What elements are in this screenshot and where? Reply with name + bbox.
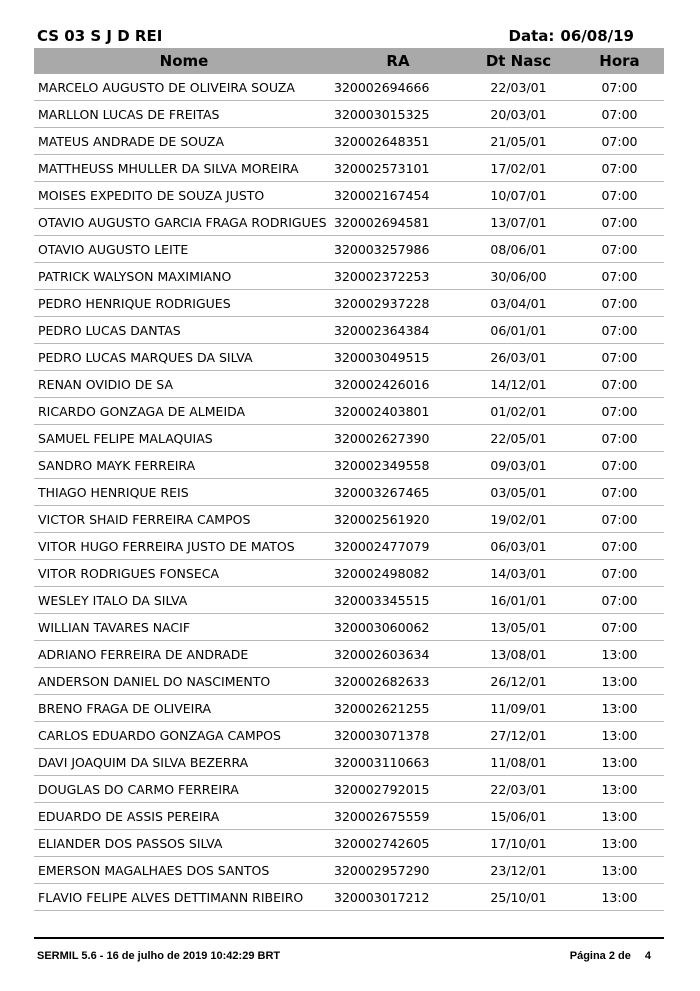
- cell-hora: 13:00: [575, 749, 664, 776]
- cell-ra: 320002957290: [334, 857, 462, 884]
- date-value: 06/08/19: [560, 27, 634, 45]
- table-row: [34, 749, 664, 776]
- cell-ra: 320003267465: [334, 479, 462, 506]
- cell-dt-nasc: 13/05/01: [462, 614, 575, 641]
- cell-dt-nasc: 13/07/01: [462, 209, 575, 236]
- cell-nome: EMERSON MAGALHAES DOS SANTOS: [34, 857, 334, 884]
- cell-dt-nasc: 14/03/01: [462, 560, 575, 587]
- table-row: [34, 155, 664, 182]
- cell-nome: VITOR HUGO FERREIRA JUSTO DE MATOS: [34, 533, 334, 560]
- cell-nome: SAMUEL FELIPE MALAQUIAS: [34, 425, 334, 452]
- cell-dt-nasc: 25/10/01: [462, 884, 575, 911]
- cell-ra: 320003060062: [334, 614, 462, 641]
- cell-nome: PEDRO HENRIQUE RODRIGUES: [34, 290, 334, 317]
- cell-dt-nasc: 20/03/01: [462, 101, 575, 128]
- cell-nome: MOISES EXPEDITO DE SOUZA JUSTO: [34, 182, 334, 209]
- cell-dt-nasc: 06/01/01: [462, 317, 575, 344]
- page-total: 4: [644, 950, 651, 962]
- footer-divider: [34, 937, 664, 939]
- cell-hora: 13:00: [575, 857, 664, 884]
- date-label: Data:: [508, 27, 555, 45]
- cell-dt-nasc: 22/03/01: [462, 776, 575, 803]
- cell-hora: 13:00: [575, 830, 664, 857]
- cell-dt-nasc: 22/05/01: [462, 425, 575, 452]
- table-row: [34, 128, 664, 155]
- cell-nome: CARLOS EDUARDO GONZAGA CAMPOS: [34, 722, 334, 749]
- cell-nome: FLAVIO FELIPE ALVES DETTIMANN RIBEIRO: [34, 884, 334, 911]
- cell-hora: 07:00: [575, 74, 664, 101]
- cell-ra: 320002167454: [334, 182, 462, 209]
- cell-ra: 320002627390: [334, 425, 462, 452]
- cell-hora: 07:00: [575, 155, 664, 182]
- cell-hora: 07:00: [575, 236, 664, 263]
- table-row: [34, 479, 664, 506]
- cell-ra: 320002477079: [334, 533, 462, 560]
- cell-ra: 320002648351: [334, 128, 462, 155]
- cell-ra: 320003017212: [334, 884, 462, 911]
- cell-nome: MATTHEUSS MHULLER DA SILVA MOREIRA: [34, 155, 334, 182]
- cell-nome: DAVI JOAQUIM DA SILVA BEZERRA: [34, 749, 334, 776]
- cell-ra: 320002372253: [334, 263, 462, 290]
- column-header-dt-nasc: Dt Nasc: [462, 48, 575, 74]
- cell-nome: THIAGO HENRIQUE REIS: [34, 479, 334, 506]
- cell-dt-nasc: 23/12/01: [462, 857, 575, 884]
- cell-dt-nasc: 03/05/01: [462, 479, 575, 506]
- cell-dt-nasc: 27/12/01: [462, 722, 575, 749]
- cell-hora: 13:00: [575, 695, 664, 722]
- table-row: [34, 101, 664, 128]
- table-row: [34, 614, 664, 641]
- cell-dt-nasc: 16/01/01: [462, 587, 575, 614]
- table-row: [34, 425, 664, 452]
- cell-dt-nasc: 01/02/01: [462, 398, 575, 425]
- cell-hora: 07:00: [575, 506, 664, 533]
- cell-hora: 07:00: [575, 560, 664, 587]
- cell-nome: PATRICK WALYSON MAXIMIANO: [34, 263, 334, 290]
- table-row: [34, 236, 664, 263]
- cell-nome: BRENO FRAGA DE OLIVEIRA: [34, 695, 334, 722]
- table-row: [34, 182, 664, 209]
- cell-dt-nasc: 10/07/01: [462, 182, 575, 209]
- table-row: [34, 803, 664, 830]
- table-row: [34, 317, 664, 344]
- cell-ra: 320002937228: [334, 290, 462, 317]
- cell-dt-nasc: 22/03/01: [462, 74, 575, 101]
- cell-nome: RICARDO GONZAGA DE ALMEIDA: [34, 398, 334, 425]
- table-row: [34, 884, 664, 911]
- table-row: [34, 857, 664, 884]
- table-row: [34, 533, 664, 560]
- table-row: [34, 398, 664, 425]
- cell-hora: 07:00: [575, 128, 664, 155]
- cell-ra: 320003257986: [334, 236, 462, 263]
- cell-dt-nasc: 19/02/01: [462, 506, 575, 533]
- cell-ra: 320002742605: [334, 830, 462, 857]
- cell-hora: 13:00: [575, 884, 664, 911]
- table-row: [34, 830, 664, 857]
- table-row: [34, 695, 664, 722]
- cell-ra: 320002694581: [334, 209, 462, 236]
- cell-ra: 320002694666: [334, 74, 462, 101]
- cell-dt-nasc: 30/06/00: [462, 263, 575, 290]
- cell-hora: 07:00: [575, 344, 664, 371]
- cell-nome: WESLEY ITALO DA SILVA: [34, 587, 334, 614]
- cell-hora: 13:00: [575, 803, 664, 830]
- cell-nome: EDUARDO DE ASSIS PEREIRA: [34, 803, 334, 830]
- cell-dt-nasc: 17/10/01: [462, 830, 575, 857]
- table-row: [34, 560, 664, 587]
- cell-ra: 320003110663: [334, 749, 462, 776]
- table-row: [34, 290, 664, 317]
- table-row: [34, 74, 664, 101]
- cell-dt-nasc: 11/09/01: [462, 695, 575, 722]
- cell-ra: 320003049515: [334, 344, 462, 371]
- footer-system-info: SERMIL 5.6 - 16 de julho de 2019 10:42:29 BRT: [37, 950, 281, 962]
- cell-dt-nasc: 08/06/01: [462, 236, 575, 263]
- cell-ra: 320002498082: [334, 560, 462, 587]
- cell-hora: 07:00: [575, 182, 664, 209]
- table-row: [34, 641, 664, 668]
- cell-ra: 320003071378: [334, 722, 462, 749]
- cell-hora: 07:00: [575, 209, 664, 236]
- document-title: CS 03 S J D REI: [37, 27, 163, 45]
- cell-hora: 07:00: [575, 533, 664, 560]
- table-row: [34, 371, 664, 398]
- column-header-ra: RA: [334, 48, 462, 74]
- cell-nome: SANDRO MAYK FERREIRA: [34, 452, 334, 479]
- cell-hora: 07:00: [575, 317, 664, 344]
- cell-dt-nasc: 15/06/01: [462, 803, 575, 830]
- cell-ra: 320002364384: [334, 317, 462, 344]
- cell-nome: MARCELO AUGUSTO DE OLIVEIRA SOUZA: [34, 74, 334, 101]
- cell-hora: 13:00: [575, 641, 664, 668]
- table-header-row: [34, 48, 664, 74]
- cell-hora: 07:00: [575, 101, 664, 128]
- cell-nome: VITOR RODRIGUES FONSECA: [34, 560, 334, 587]
- cell-dt-nasc: 09/03/01: [462, 452, 575, 479]
- cell-dt-nasc: 13/08/01: [462, 641, 575, 668]
- cell-ra: 320003015325: [334, 101, 462, 128]
- cell-nome: ELIANDER DOS PASSOS SILVA: [34, 830, 334, 857]
- table-body: [34, 74, 664, 911]
- cell-dt-nasc: 03/04/01: [462, 290, 575, 317]
- cell-hora: 07:00: [575, 614, 664, 641]
- table-row: [34, 263, 664, 290]
- table-row: [34, 587, 664, 614]
- cell-hora: 07:00: [575, 290, 664, 317]
- cell-ra: 320003345515: [334, 587, 462, 614]
- cell-ra: 320002792015: [334, 776, 462, 803]
- cell-nome: DOUGLAS DO CARMO FERREIRA: [34, 776, 334, 803]
- cell-dt-nasc: 06/03/01: [462, 533, 575, 560]
- cell-hora: 13:00: [575, 776, 664, 803]
- table-row: [34, 722, 664, 749]
- cell-hora: 07:00: [575, 587, 664, 614]
- cell-nome: PEDRO LUCAS MARQUES DA SILVA: [34, 344, 334, 371]
- cell-hora: 07:00: [575, 398, 664, 425]
- column-header-nome: Nome: [34, 48, 334, 74]
- document-date: [509, 27, 634, 45]
- cell-hora: 07:00: [575, 479, 664, 506]
- cell-ra: 320002561920: [334, 506, 462, 533]
- cell-hora: 13:00: [575, 668, 664, 695]
- column-header-hora: Hora: [575, 48, 664, 74]
- cell-hora: 07:00: [575, 425, 664, 452]
- table-row: [34, 668, 664, 695]
- cell-ra: 320002675559: [334, 803, 462, 830]
- cell-dt-nasc: 26/12/01: [462, 668, 575, 695]
- cell-ra: 320002573101: [334, 155, 462, 182]
- table-row: [34, 776, 664, 803]
- cell-dt-nasc: 14/12/01: [462, 371, 575, 398]
- cell-dt-nasc: 26/03/01: [462, 344, 575, 371]
- cell-nome: MARLLON LUCAS DE FREITAS: [34, 101, 334, 128]
- cell-nome: ANDERSON DANIEL DO NASCIMENTO: [34, 668, 334, 695]
- cell-dt-nasc: 21/05/01: [462, 128, 575, 155]
- page-label: Página 2 de: [569, 950, 631, 962]
- cell-hora: 07:00: [575, 371, 664, 398]
- cell-nome: VICTOR SHAID FERREIRA CAMPOS: [34, 506, 334, 533]
- cell-hora: 07:00: [575, 452, 664, 479]
- table-row: [34, 344, 664, 371]
- table-row: [34, 506, 664, 533]
- cell-ra: 320002403801: [334, 398, 462, 425]
- cell-ra: 320002682633: [334, 668, 462, 695]
- cell-dt-nasc: 11/08/01: [462, 749, 575, 776]
- cell-nome: OTAVIO AUGUSTO LEITE: [34, 236, 334, 263]
- cell-nome: RENAN OVIDIO DE SA: [34, 371, 334, 398]
- roster-table: [34, 48, 664, 911]
- cell-ra: 320002621255: [334, 695, 462, 722]
- cell-hora: 07:00: [575, 263, 664, 290]
- cell-ra: 320002349558: [334, 452, 462, 479]
- page-number: [570, 950, 651, 962]
- cell-ra: 320002603634: [334, 641, 462, 668]
- cell-nome: ADRIANO FERREIRA DE ANDRADE: [34, 641, 334, 668]
- table-row: [34, 209, 664, 236]
- cell-ra: 320002426016: [334, 371, 462, 398]
- cell-hora: 13:00: [575, 722, 664, 749]
- cell-nome: MATEUS ANDRADE DE SOUZA: [34, 128, 334, 155]
- cell-nome: WILLIAN TAVARES NACIF: [34, 614, 334, 641]
- table-row: [34, 452, 664, 479]
- cell-nome: OTAVIO AUGUSTO GARCIA FRAGA RODRIGUES: [34, 209, 334, 236]
- cell-nome: PEDRO LUCAS DANTAS: [34, 317, 334, 344]
- cell-dt-nasc: 17/02/01: [462, 155, 575, 182]
